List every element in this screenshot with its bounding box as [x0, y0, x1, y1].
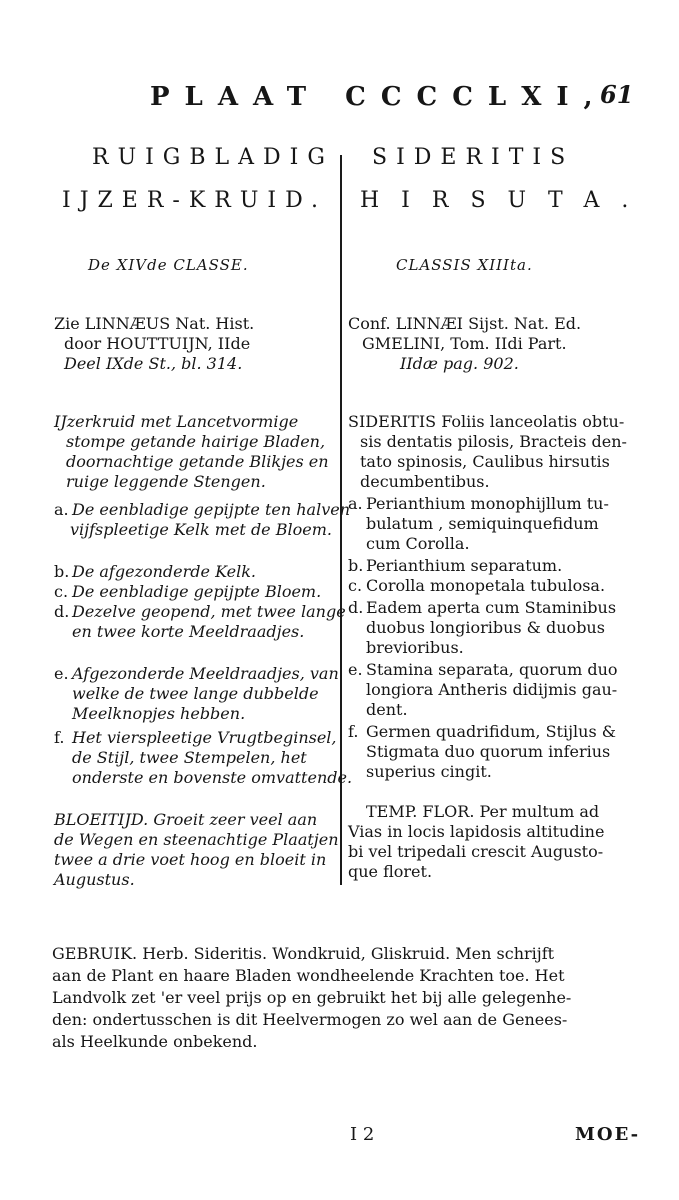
- latin-class: CLASSIS XIIIta.: [396, 256, 533, 274]
- dutch-bloeitijd-1: BLOEITIJD. Groeit zeer veel aan: [54, 810, 318, 829]
- latin-desc-3: tato spinosis, Caulibus hirsutis: [360, 452, 610, 471]
- latin-item-a: a. Perianthium monophijllum tu-: [348, 494, 609, 513]
- latin-item-e-3: dent.: [366, 700, 408, 719]
- dutch-desc-1: IJzerkruid met Lancetvormige: [54, 412, 299, 431]
- usage-line-3: Landvolk zet 'er veel prijs op en gebruikt het bij alle gelegenhe-: [52, 988, 572, 1007]
- latin-item-d: d. Eadem aperta cum Staminibus: [348, 598, 617, 617]
- latin-desc-2: sis dentatis pilosis, Bracteis den-: [360, 432, 627, 451]
- dutch-desc-3: doornachtige getande Blikjes en: [66, 452, 329, 471]
- latin-item-a-3: cum Corolla.: [366, 534, 470, 553]
- dutch-bloeitijd-3: twee a drie voet hoog en bloeit in: [54, 850, 327, 869]
- dutch-item-b: b. De afgezonderde Kelk.: [54, 562, 256, 581]
- page-number: 61: [600, 80, 634, 109]
- latin-item-c: c. Corolla monopetala tubulosa.: [348, 576, 606, 595]
- dutch-item-d-2: en twee korte Meeldraadjes.: [72, 622, 305, 641]
- dutch-item-f-3: onderste en bovenste omvattende.: [72, 768, 353, 787]
- dutch-desc-4: ruige leggende Stengen.: [66, 472, 266, 491]
- dutch-item-f-2: de Stijl, twee Stempelen, het: [72, 748, 307, 767]
- latin-ref-3: IIdæ pag. 902.: [400, 354, 519, 373]
- dutch-name-line1: RUIGBLADIG: [92, 145, 334, 170]
- latin-desc-4: decumbentibus.: [360, 472, 490, 491]
- dutch-ref-1: Zie LINNÆUS Nat. Hist.: [54, 314, 255, 333]
- latin-item-d-3: brevioribus.: [366, 638, 464, 657]
- latin-name-line2: HIRSUTA.: [360, 188, 651, 213]
- dutch-bloeitijd-4: Augustus.: [54, 870, 135, 889]
- latin-item-e-2: longiora Antheris didijmis gau-: [366, 680, 618, 699]
- usage-line-1: GEBRUIK. Herb. Sideritis. Wondkruid, Gliskruid. Men schrijft: [52, 944, 555, 963]
- dutch-item-e-2: welke de twee lange dubbelde: [72, 684, 319, 703]
- catchword: MOE-: [575, 1124, 641, 1145]
- dutch-desc-2: stompe getande hairige Bladen,: [66, 432, 326, 451]
- usage-line-5: als Heelkunde onbekend.: [52, 1032, 258, 1051]
- latin-temp-flor-2: Vias in locis lapidosis altitudine: [348, 822, 605, 841]
- latin-temp-flor-1: TEMP. FLOR. Per multum ad: [366, 802, 600, 821]
- latin-name-line1: SIDERITIS: [372, 145, 575, 170]
- latin-desc-1: SIDERITIS Foliis lanceolatis obtu-: [348, 412, 625, 431]
- plate-title: PLAAT CCCCLXI,: [150, 82, 608, 112]
- latin-item-d-2: duobus longioribus & duobus: [366, 618, 605, 637]
- latin-item-f-3: superius cingit.: [366, 762, 492, 781]
- dutch-ref-3: Deel IXde St., bl. 314.: [64, 354, 243, 373]
- usage-line-2: aan de Plant en haare Bladen wondheelende Krachten toe. Het: [52, 966, 565, 985]
- latin-temp-flor-4: que floret.: [348, 862, 433, 881]
- dutch-item-f: f. Het vierspleetige Vrugtbeginsel,: [54, 728, 337, 747]
- dutch-ref-2: door HOUTTUIJN, IIde: [64, 334, 251, 353]
- latin-item-e: e. Stamina separata, quorum duo: [348, 660, 618, 679]
- latin-item-f: f. Germen quadrifidum, Stijlus &: [348, 722, 617, 741]
- latin-ref-1: Conf. LINNÆI Sijst. Nat. Ed.: [348, 314, 582, 333]
- dutch-item-d: d. Dezelve geopend, met twee lange: [54, 602, 346, 621]
- label-a: a.: [54, 500, 69, 519]
- latin-temp-flor-3: bi vel tripedali crescit Augusto-: [348, 842, 604, 861]
- dutch-class: De XIVde CLASSE.: [88, 256, 249, 274]
- dutch-item-a-2: vijfspleetige Kelk met de Bloem.: [70, 520, 332, 539]
- usage-line-4: den: ondertusschen is dit Heelvermogen zo wel aan de Genees-: [52, 1010, 568, 1029]
- latin-item-b: b. Perianthium separatum.: [348, 556, 563, 575]
- dutch-item-e: e. Afgezonderde Meeldraadjes, van: [54, 664, 339, 683]
- latin-ref-2: GMELINI, Tom. IIdi Part.: [362, 334, 567, 353]
- latin-item-f-2: Stigmata duo quorum inferius: [366, 742, 611, 761]
- dutch-item-e-3: Meelknopjes hebben.: [72, 704, 246, 723]
- dutch-item-c: c. De eenbladige gepijpte Bloem.: [54, 582, 322, 601]
- signature-mark: I 2: [350, 1124, 375, 1145]
- dutch-bloeitijd-2: de Wegen en steenachtige Plaatjen: [54, 830, 339, 849]
- dutch-item-a: a. De eenbladige gepijpte ten halven: [54, 500, 350, 519]
- latin-item-a-2: bulatum , semiquinquefidum: [366, 514, 599, 533]
- dutch-name-line2: IJZER-KRUID.: [62, 188, 327, 213]
